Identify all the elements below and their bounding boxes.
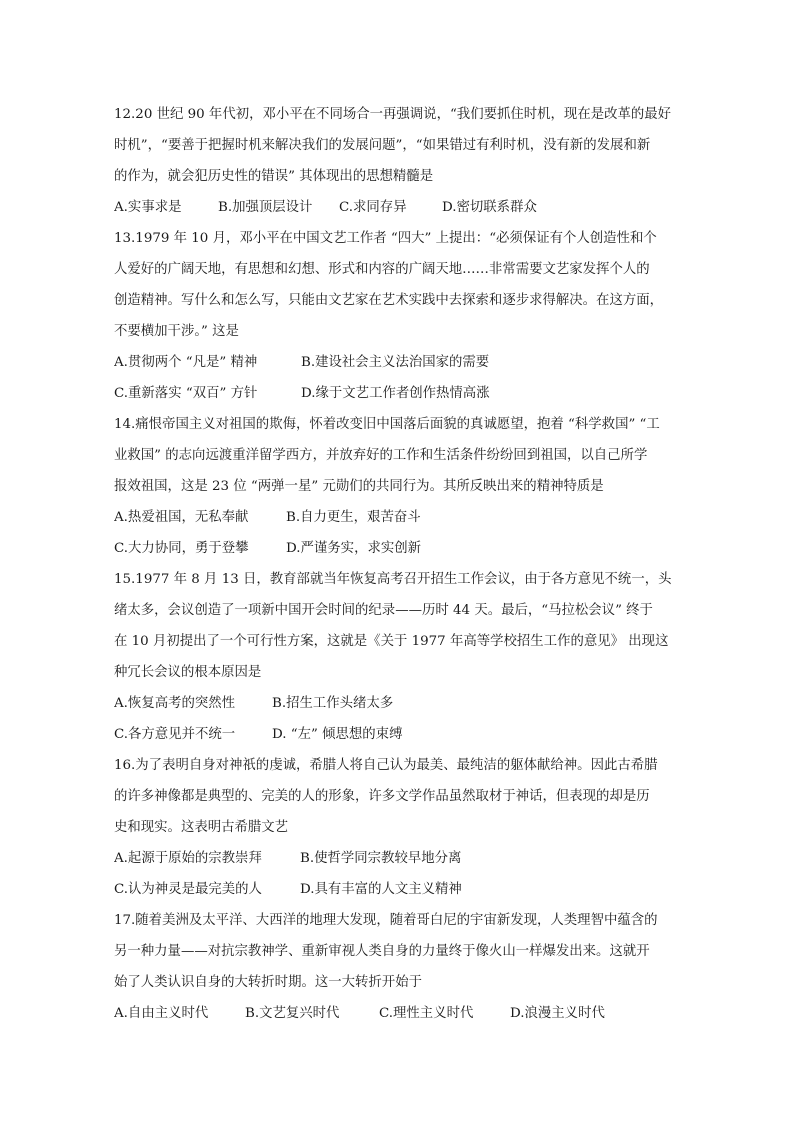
option-d: D.密切联系群众: [442, 200, 537, 215]
question-stem-line: 创造精神。写什么和怎么写，只能由文艺家在艺术实践中去探索和逐步求得解决。在这方面，: [114, 293, 664, 308]
option-a: A.实事求是: [114, 200, 182, 215]
question-stem-line: 人爱好的广阔天地，有思想和幻想、形式和内容的广阔天地……非常需要文艺家发挥个人的: [114, 262, 650, 277]
option-a: A.贯彻两个 “凡是” 精神: [114, 355, 258, 370]
option-row: [114, 843, 688, 874]
question-stem-line: 的作为，就会犯历史性的错误” 其体现出的思想精髓是: [114, 169, 434, 184]
option-d: D.严谨务实，求实创新: [286, 541, 422, 556]
option-c: C.认为神灵是最完美的人: [114, 882, 262, 897]
question-17: [114, 905, 688, 1029]
option-d: D. “左” 倾思想的束缚: [272, 727, 403, 742]
option-a: A.恢复高考的突然性: [114, 696, 236, 711]
option-a: A.热爱祖国，无私奉献: [114, 510, 249, 525]
option-d: D.缘于文艺工作者创作热情高涨: [301, 386, 490, 401]
question-16: [114, 750, 688, 905]
option-d: D.具有丰富的人文主义精神: [300, 882, 462, 897]
option-row: [114, 533, 688, 564]
question-stem-line: 15.1977 年 8 月 13 日，教育部就当年恢复高考召开招生工作会议，由于各方意见不统一，头: [114, 572, 672, 587]
option-row: [114, 192, 688, 223]
question-15: [114, 564, 688, 750]
option-b: B.招生工作头绪太多: [272, 696, 394, 711]
question-stem-line: 另一种力量——对抗宗教神学、重新审视人类自身的力量终于像火山一样爆发出来。这就开: [114, 944, 650, 959]
option-row: [114, 874, 688, 905]
option-c: C.各方意见并不统一: [114, 727, 236, 742]
question-list: [114, 99, 688, 1029]
question-stem-line: 不要横加干涉。” 这是: [114, 324, 239, 339]
option-b: B.加强顶层设计: [218, 200, 313, 215]
option-c: C.理性主义时代: [379, 1006, 474, 1021]
question-stem-line: 绪太多，会议创造了一项新中国开会时间的纪录——历时 44 天。最后，“马拉松会议” 终于: [114, 603, 653, 618]
question-stem-line: 13.1979 年 10 月，邓小平在中国文艺工作者 “四大” 上提出：“必须保证有个人创造性和个: [114, 231, 657, 246]
option-row: [114, 378, 688, 409]
option-row: [114, 998, 688, 1029]
option-d: D.浪漫主义时代: [510, 1006, 605, 1021]
question-14: [114, 409, 688, 564]
question-12: [114, 99, 688, 223]
question-stem-line: 种冗长会议的根本原因是: [114, 665, 262, 680]
option-b: B.文艺复兴时代: [245, 1006, 340, 1021]
option-a: A.起源于原始的宗教崇拜: [114, 851, 262, 866]
option-b: B.建设社会主义法治国家的需要: [301, 355, 490, 370]
question-stem-line: 业救国” 的志向远渡重洋留学西方，并放弃好的工作和生活条件纷纷回到祖国，以自己所学: [114, 448, 648, 463]
option-b: B.使哲学同宗教较早地分离: [300, 851, 462, 866]
option-row: [114, 688, 688, 719]
question-stem-line: 始了人类认识自身的大转折时期。这一大转折开始于: [114, 975, 422, 990]
question-stem-line: 时机”，“要善于把握时机来解决我们的发展问题”，“如果错过有利时机，没有新的发展和新: [114, 138, 651, 153]
question-stem-line: 在 10 月初提出了一个可行性方案，这就是《关于 1977 年高等学校招生工作的意见》 出现这: [114, 634, 669, 649]
option-row: [114, 347, 688, 378]
option-b: B.自力更生，艰苦奋斗: [286, 510, 421, 525]
question-stem-line: 17.随着美洲及太平洋、大西洋的地理大发现，随着哥白尼的宇宙新发现，人类理智中蕴含的: [114, 913, 658, 928]
question-stem-line: 14.痛恨帝国主义对祖国的欺侮，怀着改变旧中国落后面貌的真诚愿望，抱着 “科学救国” “工: [114, 417, 660, 432]
question-13: [114, 223, 688, 409]
question-stem-line: 12.20 世纪 90 年代初，邓小平在不同场合一再强调说，“我们要抓住时机，现在是改革的最好: [114, 107, 672, 122]
option-c: C.重新落实 “双百” 方针: [114, 386, 258, 401]
option-c: C.大力协同，勇于登攀: [114, 541, 249, 556]
option-row: [114, 502, 688, 533]
option-row: [114, 719, 688, 750]
option-c: C.求同存异: [339, 200, 407, 215]
question-stem-line: 史和现实。这表明古希腊文艺: [114, 820, 289, 835]
question-stem-line: 的许多神像都是典型的、完美的人的形象，许多文学作品虽然取材于神话，但表现的却是历: [114, 789, 650, 804]
question-stem-line: 16.为了表明自身对神祇的虔诚，希腊人将自己认为最美、最纯洁的躯体献给神。因此古希腊: [114, 758, 658, 773]
option-a: A.自由主义时代: [114, 1006, 209, 1021]
question-stem-line: 报效祖国，这是 23 位 “两弹一星” 元勋们的共同行为。其所反映出来的精神特质是: [114, 479, 604, 494]
